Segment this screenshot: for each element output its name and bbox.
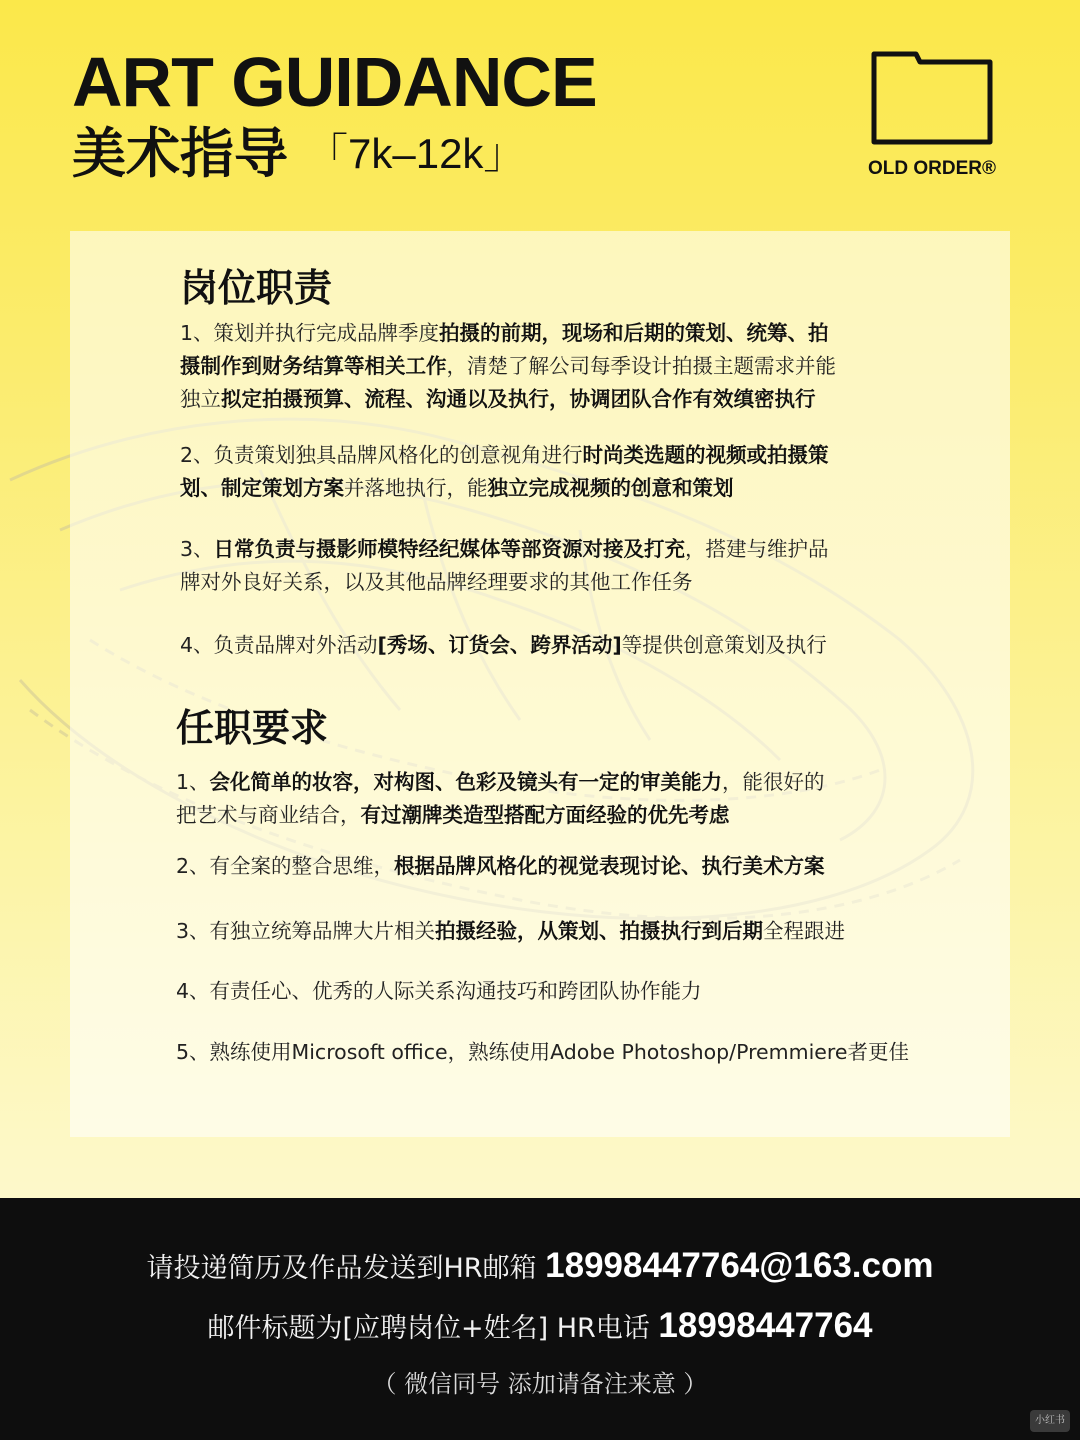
- text-segment: 会化简单的妆容，对构图、色彩及镜头有一定的审美能力: [209, 770, 723, 794]
- text-segment: 把艺术与商业结合，: [176, 803, 361, 827]
- text-segment: ，清楚了解公司每季设计拍摄主题需求并能: [446, 354, 836, 378]
- watermark-badge: 小红书: [1030, 1410, 1070, 1432]
- brand-logo: [862, 46, 1002, 186]
- text-segment: 拟定拍摄预算、流程、沟通以及执行，协调团队合作有效缜密执行: [221, 387, 816, 411]
- requirement-item-4: [176, 975, 702, 1008]
- requirement-item-1: [176, 766, 825, 832]
- phone-line: [0, 1304, 1080, 1351]
- text-segment: 独立: [180, 387, 221, 411]
- text-segment: ，搭建与维护品: [685, 537, 829, 561]
- text-segment: 拍摄的前期，现场和后期的策划、统筹、拍: [439, 321, 829, 345]
- hr-email[interactable]: 18998447764@163.com: [545, 1246, 934, 1285]
- requirement-item-3: [176, 915, 845, 948]
- requirement-item-2: [176, 850, 825, 883]
- text-segment: 5、熟练使用Microsoft office，熟练使用Adobe Photoshop/Premmiere者更佳: [176, 1040, 909, 1064]
- phone-line-label: 邮件标题为[应聘岗位+姓名] HR电话: [207, 1313, 659, 1344]
- content-panel: [70, 231, 1010, 1137]
- text-segment: 摄制作到财务结算等相关工作: [180, 354, 447, 378]
- duty-item-3: [180, 533, 829, 599]
- title-cn-row: [72, 122, 525, 186]
- header: [0, 0, 1080, 230]
- text-segment: 根据品牌风格化的视觉表现讨论、执行美术方案: [394, 854, 825, 878]
- duties-section-title: 岗位职责: [180, 266, 333, 310]
- wechat-note: （ 微信同号 添加请备注来意 ）: [372, 1370, 708, 1398]
- requirement-item-5: [176, 1036, 909, 1069]
- contact-footer: [0, 1198, 1080, 1440]
- text-segment: 牌对外良好关系，以及其他品牌经理要求的其他工作任务: [180, 570, 693, 594]
- duty-item-2: [180, 439, 829, 505]
- text-segment: 4、负责品牌对外活动: [180, 633, 378, 657]
- email-line: [0, 1244, 1080, 1291]
- text-segment: 划、制定策划方案: [180, 476, 344, 500]
- text-segment: ，能很好的: [722, 770, 825, 794]
- duty-item-1: [180, 317, 836, 416]
- text-segment: 3、有独立统筹品牌大片相关: [176, 919, 436, 943]
- text-segment: 4、有责任心、优秀的人际关系沟通技巧和跨团队协作能力: [176, 979, 702, 1003]
- text-segment: 1、: [176, 770, 210, 794]
- text-segment: 日常负责与摄影师模特经纪媒体等部资源对接及打充: [213, 537, 686, 561]
- page-title-cn: 美术指导: [72, 122, 288, 185]
- salary-range: 「7k–12k」: [306, 130, 526, 177]
- text-segment: 1、策划并执行完成品牌季度: [180, 321, 440, 345]
- text-segment: 并落地执行，能: [344, 476, 488, 500]
- folder-icon: [868, 48, 996, 148]
- text-segment: [秀场、订货会、跨界活动]: [377, 633, 622, 657]
- duty-item-4: [180, 629, 827, 662]
- page-title-en: ART GUIDANCE: [72, 43, 597, 121]
- hr-phone[interactable]: 18998447764: [658, 1306, 873, 1345]
- text-segment: 3、: [180, 537, 214, 561]
- email-line-label: 请投递简历及作品发送到HR邮箱: [146, 1253, 546, 1284]
- requirements-section-title: 任职要求: [176, 706, 329, 750]
- text-segment: 时尚类选题的视频或拍摄策: [582, 443, 829, 467]
- text-segment: 2、有全案的整合思维，: [176, 854, 395, 878]
- text-segment: 拍摄经验，从策划、拍摄执行到后期: [435, 919, 764, 943]
- brand-logo-text: OLD ORDER®: [868, 158, 996, 179]
- text-segment: 全程跟进: [763, 919, 846, 943]
- text-segment: 2、负责策划独具品牌风格化的创意视角进行: [180, 443, 583, 467]
- text-segment: 独立完成视频的创意和策划: [487, 476, 734, 500]
- text-segment: 等提供创意策划及执行: [621, 633, 827, 657]
- text-segment: 有过潮牌类造型搭配方面经验的优先考虑: [360, 803, 730, 827]
